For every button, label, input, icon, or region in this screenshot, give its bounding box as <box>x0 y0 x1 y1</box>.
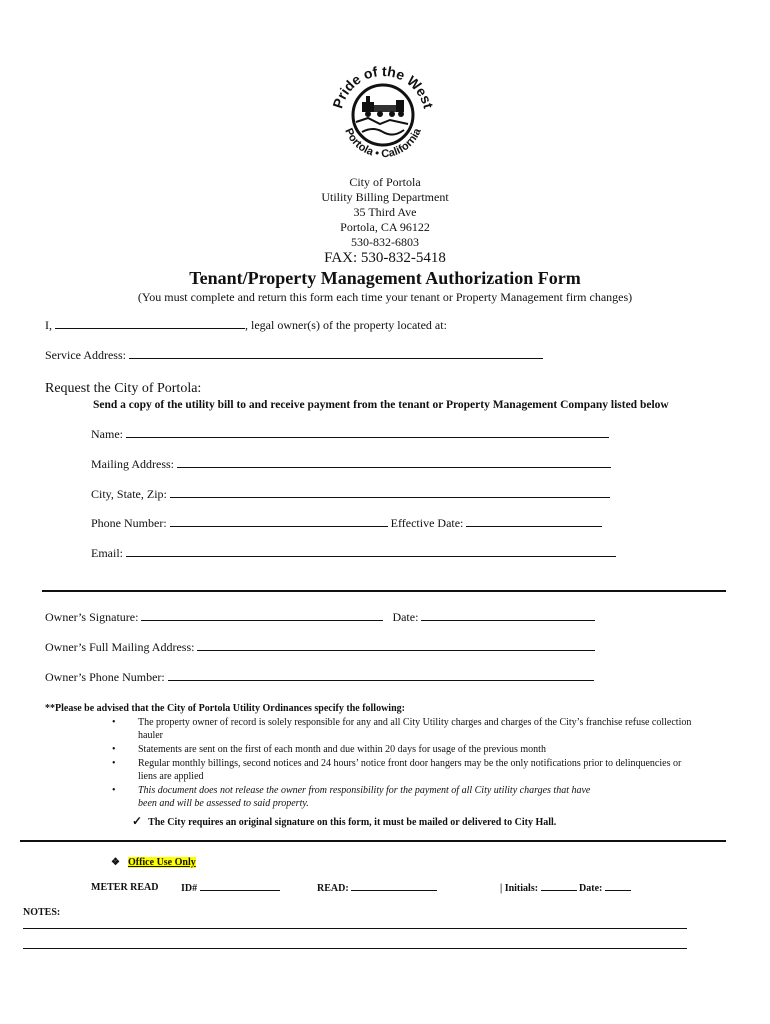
fax-number: FAX: 530-832-5418 <box>324 250 446 266</box>
service-address-label: Service Address: <box>45 348 126 362</box>
advisory-item: • This document does not release the owner from responsibility for the payment of all City utility charges that have been and will be assessed to said property. <box>112 785 591 809</box>
advisory-item: • Statements are sent on the first of each month and due within 20 days for usage of the previous month <box>112 744 546 755</box>
read-row: READ: <box>317 881 437 895</box>
tenant-phone-label: Phone Number: <box>91 516 167 530</box>
owner-name-field[interactable] <box>55 318 245 329</box>
owner-mailing-row <box>45 640 595 655</box>
tenant-mailing-row <box>91 457 611 472</box>
owner-phone-row <box>45 670 594 685</box>
advisory-item: • Regular monthly billings, second notices and 24 hours’ notice front door hangers may be the only notifications prior to delinquencies or liens are applied <box>112 758 682 782</box>
initials-row: | Initials: Date: <box>500 881 631 895</box>
tenant-name-label: Name: <box>91 427 123 441</box>
tenant-mailing-label: Mailing Address: <box>91 457 174 471</box>
tenant-phone-field[interactable] <box>170 516 388 527</box>
section-divider <box>42 590 726 592</box>
tenant-mailing-field[interactable] <box>177 457 611 468</box>
tenant-city-label: City, State, Zip: <box>91 487 167 501</box>
advisory-heading: **Please be advised that the City of Portola Utility Ordinances specify the following: <box>45 703 405 714</box>
owner-statement <box>45 318 447 333</box>
address-line-2: Utility Billing Department <box>321 190 449 204</box>
form-subtitle: (You must complete and return this form each time your tenant or Property Management firm changes) <box>137 290 633 304</box>
signature-requirement-note: ✓ The City requires an original signature on this form, it must be mailed or delivered to City Hall. <box>132 814 557 828</box>
address-line-3: 35 Third Ave <box>353 205 417 219</box>
tenant-city-row <box>91 487 610 502</box>
diamond-bullet-icon: ❖ <box>111 857 120 868</box>
tenant-email-field[interactable] <box>126 546 616 557</box>
owner-signature-field[interactable] <box>141 610 383 621</box>
owner-mailing-field[interactable] <box>197 640 595 651</box>
service-address-row <box>45 348 543 363</box>
bullet-icon: • <box>112 758 116 769</box>
svg-text:Pride of the West: Pride of the West <box>329 62 437 111</box>
office-date-field[interactable] <box>605 881 631 891</box>
request-label: Request the City of Portola: <box>45 381 202 396</box>
tenant-email-label: Email: <box>91 546 123 560</box>
meter-id-row: ID# <box>181 881 280 895</box>
service-address-field[interactable] <box>129 348 543 359</box>
meter-id-field[interactable] <box>200 881 280 891</box>
office-use-label: Office Use Only <box>127 857 196 868</box>
bullet-icon: • <box>112 785 116 796</box>
city-seal-logo <box>328 60 438 170</box>
read-field[interactable] <box>351 881 437 891</box>
notes-label: NOTES: <box>23 907 61 918</box>
bullet-icon: • <box>112 744 116 755</box>
effective-date-field[interactable] <box>466 516 602 527</box>
tenant-phone-row <box>91 516 602 531</box>
request-detail: Send a copy of the utility bill to and receive payment from the tenant or Property Management Company listed below <box>93 399 669 411</box>
tenant-city-field[interactable] <box>170 487 610 498</box>
office-use-heading <box>111 856 196 869</box>
owner-prefix: I, <box>45 318 52 332</box>
notes-line-2[interactable] <box>23 948 687 949</box>
bullet-icon: • <box>112 717 116 728</box>
owner-signature-row <box>45 610 595 625</box>
form-title: Tenant/Property Management Authorization Form <box>189 268 581 288</box>
checkmark-icon: ✓ <box>132 814 143 828</box>
advisory-item: • The property owner of record is solely responsible for any and all City Utility charges and charges of the City’s franchise refuse collection hauler <box>112 717 692 741</box>
office-divider <box>20 840 726 842</box>
address-line-1: City of Portola <box>349 175 421 189</box>
svg-text:Portola • California: Portola • California <box>342 126 424 161</box>
tenant-name-row <box>91 427 609 442</box>
notes-line-1[interactable] <box>23 928 687 929</box>
tenant-name-field[interactable] <box>126 427 609 438</box>
initials-field[interactable] <box>541 881 577 891</box>
owner-suffix: , legal owner(s) of the property located at: <box>245 318 447 332</box>
effective-date-label: Effective Date: <box>390 516 464 530</box>
owner-date-label: Date: <box>392 610 419 624</box>
owner-date-field[interactable] <box>421 610 595 621</box>
address-phone: 530-832-6803 <box>351 235 419 249</box>
owner-signature-label: Owner’s Signature: <box>45 610 139 624</box>
advisory-list <box>112 716 702 811</box>
owner-phone-label: Owner’s Phone Number: <box>45 670 165 684</box>
owner-phone-field[interactable] <box>168 670 594 681</box>
address-line-4: Portola, CA 96122 <box>340 220 430 234</box>
owner-mailing-label: Owner’s Full Mailing Address: <box>45 640 195 654</box>
tenant-email-row <box>91 546 616 561</box>
meter-read-label: METER READ <box>91 882 159 893</box>
